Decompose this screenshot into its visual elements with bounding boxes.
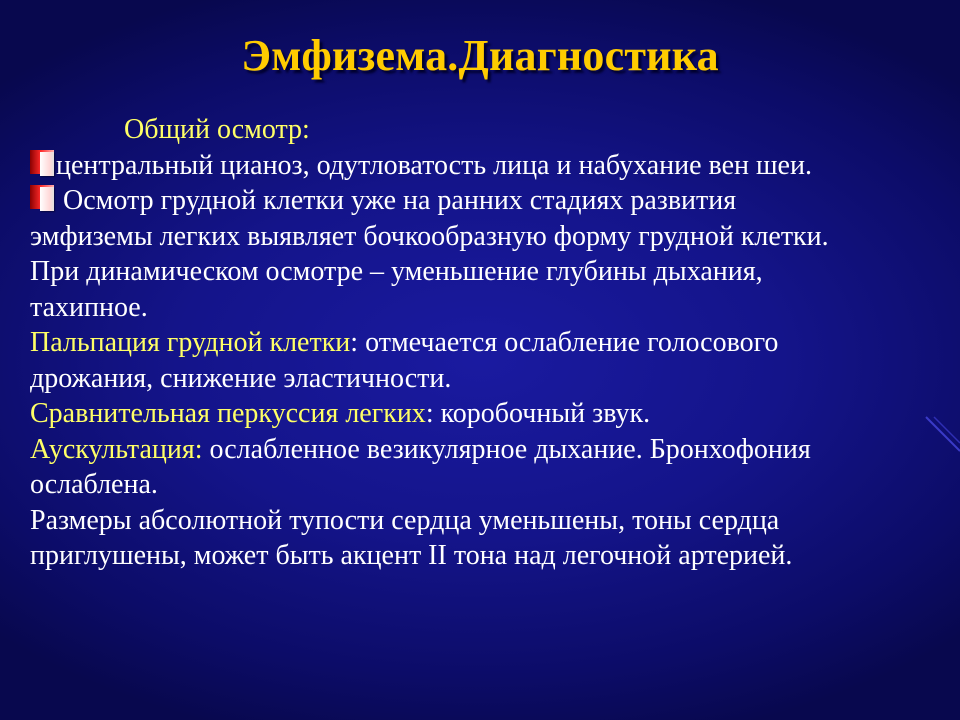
bullet-text-2: Осмотр грудной клетки уже на ранних стадиях развития — [56, 185, 737, 216]
palpation-text: : отмечается ослабление голосового — [350, 327, 779, 358]
bullet-text-1: центральный цианоз, одутловатость лица и набухание вен шеи. — [56, 149, 812, 181]
text-line-5: тахипное. — [30, 291, 148, 323]
auscultation-text: ослабленное везикулярное дыхание. Бронхофония — [202, 433, 811, 465]
percussion-text: : коробочный звук. — [425, 398, 651, 429]
bullet-item-1 — [30, 148, 945, 184]
slide-body — [30, 112, 945, 574]
auscultation-line-2: ослаблена. — [30, 469, 158, 500]
percussion-line — [30, 396, 945, 432]
palpation-label: Пальпация грудной клетки — [30, 327, 351, 358]
subheading-general-exam: Общий осмотр: — [124, 114, 310, 145]
red-square-bullet-icon — [30, 150, 56, 178]
slide-title: Эмфизема.Диагностика — [241, 31, 719, 80]
heart-line-1: Размеры абсолютной тупости сердца уменьшены, тоны сердца — [30, 504, 780, 536]
palpation-line-1 — [30, 325, 945, 361]
text-line-4: При динамическом осмотре – уменьшение глубины дыхания, — [30, 256, 763, 287]
bullet-item-2 — [30, 183, 945, 219]
text-line-3: эмфиземы легких выявляет бочкообразную форму грудной клетки. — [30, 220, 829, 252]
heart-line-2: приглушены, может быть акцент II тона над легочной артерией. — [30, 540, 793, 571]
auscultation-line-1 — [30, 432, 945, 468]
palpation-line-2: дрожания, снижение эластичности. — [30, 362, 452, 394]
percussion-label: Сравнительная перкуссия легких — [30, 398, 426, 429]
red-square-bullet-icon — [30, 185, 56, 213]
auscultation-label: Аускультация: — [30, 433, 203, 465]
